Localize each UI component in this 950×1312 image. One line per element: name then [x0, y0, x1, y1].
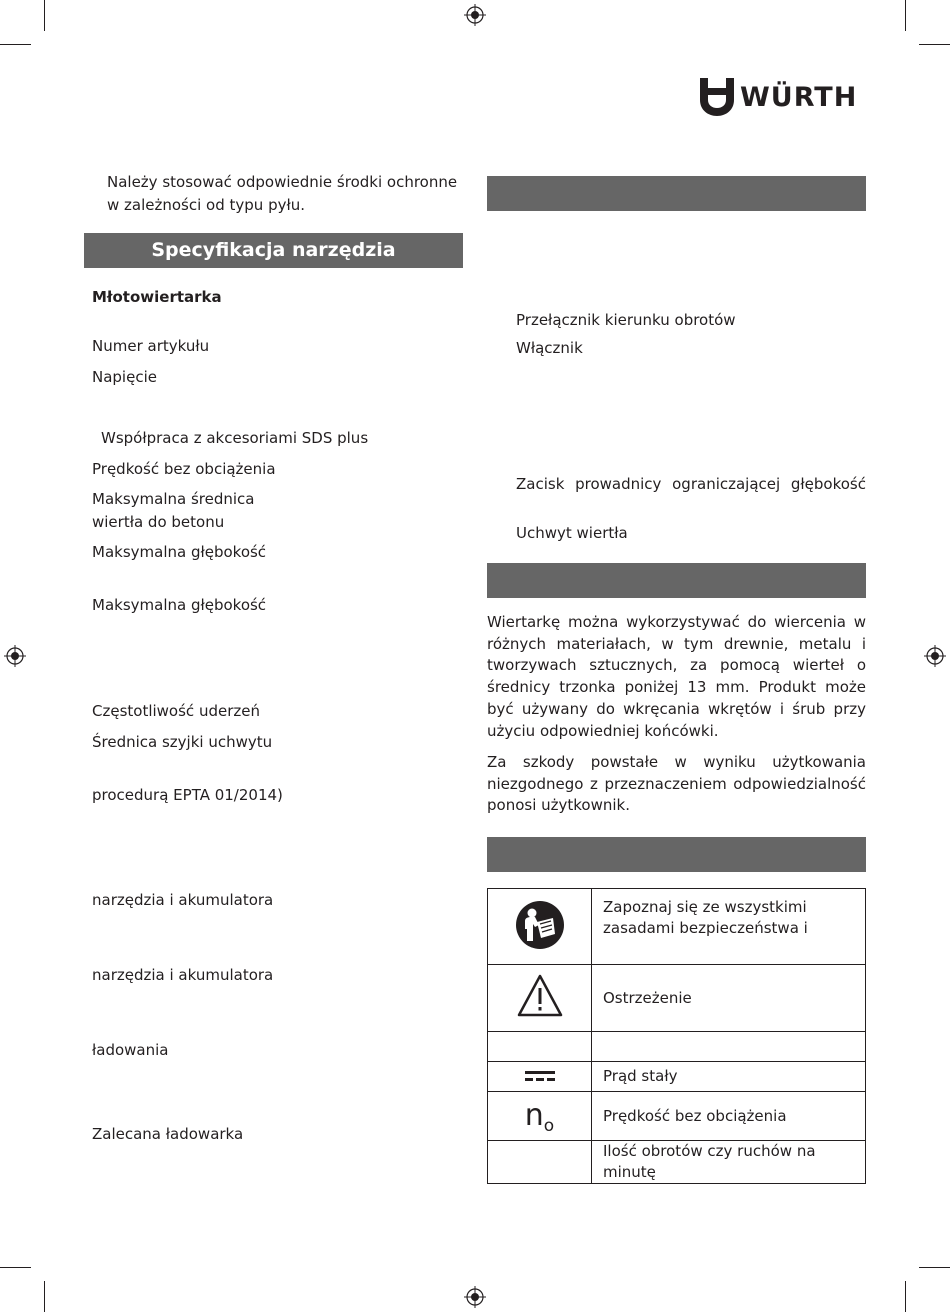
- symbol-cell: [488, 965, 592, 1032]
- table-row: [488, 1062, 866, 1092]
- table-row: [488, 1092, 866, 1141]
- spec-label: Częstotliwość uderzeń: [92, 702, 260, 720]
- table-row: [488, 1141, 866, 1184]
- symbol-text: Ilość obrotów czy ruchów na minutę: [592, 1141, 866, 1184]
- spec-label: Maksymalna głębokość: [92, 596, 267, 614]
- crop-mark: [919, 44, 950, 45]
- spec-label: Prędkość bez obciążenia: [92, 460, 276, 478]
- spec-label: Maksymalna średnica: [92, 490, 255, 508]
- spec-label: narzędzia i akumulatora: [92, 966, 274, 984]
- wurth-logo: [700, 78, 857, 116]
- component-label: Uchwyt wiertła: [516, 524, 628, 542]
- spec-label: narzędzia i akumulatora: [92, 891, 274, 909]
- crop-mark: [905, 0, 906, 31]
- spec-heading: Specyfikacja narzędzia: [151, 239, 396, 261]
- registration-mark-icon: [924, 645, 946, 667]
- component-label: Przełącznik kierunku obrotów: [516, 311, 736, 329]
- spec-label: wiertła do betonu: [92, 513, 225, 531]
- intended-use-paragraph: Wiertarkę można wykorzystywać do wiercenia w różnych materiałach, w tym drewnie, metalu i tworzywach sztucznych, za pomocą wierteł o średnicy trzonka poniżej 13 mm. Produkt może być używany do wkręcania wkrętów i śrub przy użyciu odpowiedniej końcówki.: [487, 613, 866, 740]
- symbol-text: Zapoznaj się ze wszystkimi zasadami bezpieczeństwa i: [592, 889, 866, 965]
- spec-label: Maksymalna głębokość: [92, 543, 267, 561]
- intro-text: Należy stosować odpowiednie środki ochronne w zależności od typu pyłu.: [107, 173, 458, 214]
- crop-mark: [44, 0, 45, 31]
- symbol-cell: [488, 1062, 592, 1092]
- crop-mark: [44, 1281, 45, 1312]
- spec-heading-bar: [84, 233, 463, 268]
- symbol-sub: o: [543, 1116, 555, 1136]
- symbol-cell: [488, 1032, 592, 1062]
- product-name: Młotowiertarka: [92, 288, 222, 306]
- table-row: [488, 965, 866, 1032]
- spec-label: Współpraca z akcesoriami SDS plus: [101, 429, 369, 447]
- spec-label: Numer artykułu: [92, 337, 210, 355]
- spec-label: Zalecana ładowarka: [92, 1125, 244, 1143]
- spec-label: Napięcie: [92, 368, 157, 386]
- crop-mark: [919, 1267, 950, 1268]
- crop-mark: [905, 1281, 906, 1312]
- read-manual-icon: [515, 900, 565, 950]
- symbol-cell: [488, 889, 592, 965]
- registration-mark-icon: [464, 1286, 486, 1308]
- no-load-speed-icon: [488, 1092, 592, 1141]
- component-label: Zacisk prowadnicy ograniczającej głębokość: [516, 475, 866, 493]
- spec-label: ładowania: [92, 1041, 169, 1059]
- registration-mark-icon: [4, 645, 26, 667]
- table-row: [488, 889, 866, 965]
- spec-label: Średnica szyjki uchwytu: [92, 733, 273, 751]
- spec-label: procedurą EPTA 01/2014): [92, 786, 283, 804]
- brand-name: WÜRTH: [740, 81, 858, 113]
- table-row: [488, 1032, 866, 1062]
- symbol-cell: [488, 1141, 592, 1184]
- symbol-text: [592, 1032, 866, 1062]
- direct-current-icon: [525, 1070, 555, 1082]
- symbols-table: [487, 888, 866, 1184]
- symbol-text: Prąd stały: [592, 1062, 866, 1092]
- symbol-text: Prędkość bez obciążenia: [592, 1092, 866, 1141]
- crop-mark: [0, 1267, 31, 1268]
- crop-mark: [0, 44, 31, 45]
- section-bar-symbols: [487, 837, 866, 872]
- liability-paragraph: Za szkody powstałe w wyniku użytkowania niezgodnego z przeznaczeniem odpowiedzialność ponosi użytkownik.: [487, 753, 866, 815]
- component-label: Włącznik: [516, 339, 583, 357]
- section-bar-intended-use: [487, 563, 866, 598]
- section-bar-components: [487, 176, 866, 211]
- symbol-n: n: [524, 1098, 544, 1133]
- symbol-text: Ostrzeżenie: [592, 965, 866, 1032]
- wurth-logo-mark-icon: [700, 78, 734, 116]
- registration-mark-icon: [464, 4, 486, 26]
- warning-triangle-icon: [516, 973, 564, 1019]
